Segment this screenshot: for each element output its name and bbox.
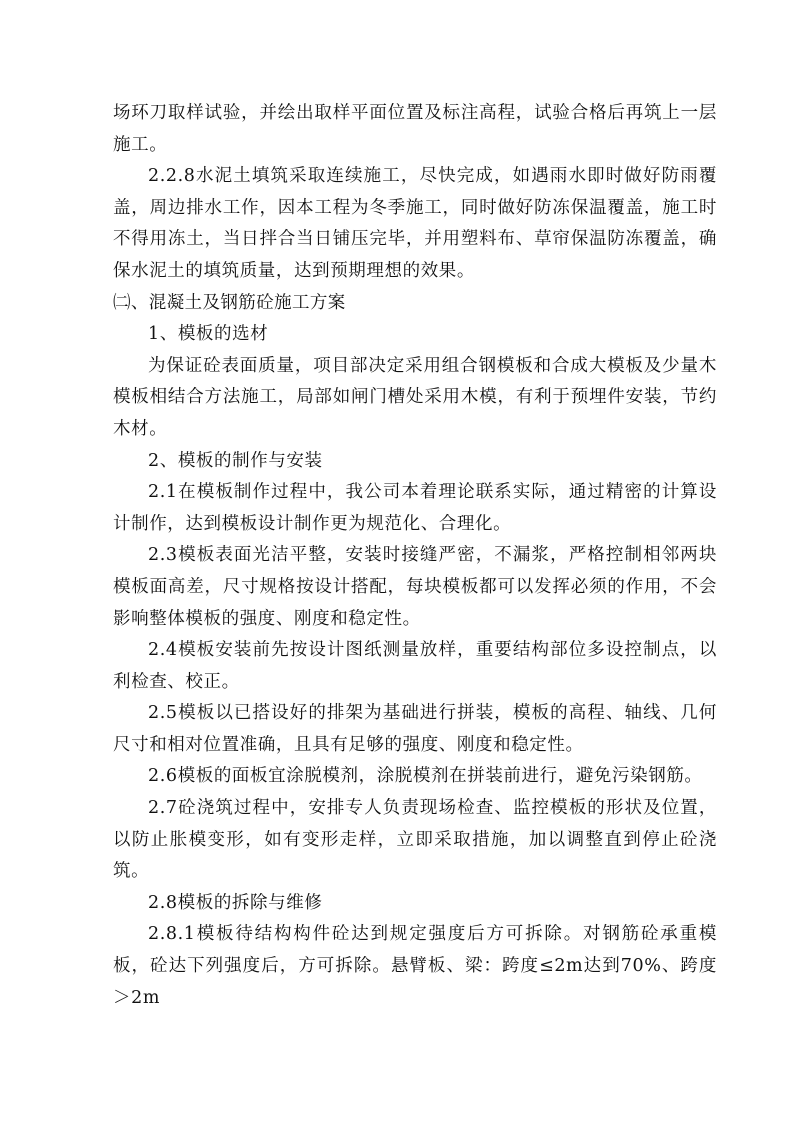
paragraph-2-7: 2.7砼浇筑过程中，安排专人负责现场检查、监控模板的形状及位置，以防止胀模变形，如有变形走样，立即采取措施，加以调整直到停止砼浇筑。 (113, 798, 717, 882)
paragraph-2-5: 2.5模板以已搭设好的排架为基础进行拼装，模板的高程、轴线、几何尺寸和相对位置准确，且具有足够的强度、刚度和稳定性。 (113, 703, 717, 755)
paragraph-formwork-selection: 为保证砼表面质量，项目部决定采用组合钢模板和合成大模板及少量木模板相结合方法施工，局部如闸门槽处采用木模，有利于预埋件安装，节约木材。 (113, 355, 717, 439)
paragraph-2-4: 2.4模板安装前先按设计图纸测量放样，重要结构部位多设控制点，以利检查、校正。 (113, 640, 717, 692)
paragraph-2-1: 2.1在模板制作过程中，我公司本着理论联系实际，通过精密的计算设计制作，达到模板设计制作更为规范化、合理化。 (113, 482, 717, 534)
paragraph-2-3: 2.3模板表面光洁平整，安装时接缝严密，不漏浆，严格控制相邻两块模板面高差，尺寸规格按设计搭配，每块模板都可以发挥必须的作用，不会影响整体模板的强度、刚度和稳定性。 (113, 545, 717, 629)
subheading-formwork-selection: 1、模板的选材 (148, 324, 269, 345)
section-heading-concrete: ㈡、混凝土及钢筋砼施工方案 (113, 292, 346, 313)
paragraph-2-2-8: 2.2.8水泥土填筑采取连续施工，尽快完成，如遇雨水即时做好防雨覆盖，周边排水工作，因本工程为冬季施工，同时做好防冻保温覆盖，施工时不得用冻土，当日拌合当日铺压完毕，并用塑料布、草帘保温防冻覆盖，确保水泥土的填筑质量，达到预期理想的效果。 (113, 166, 717, 281)
subheading-formwork-making: 2、模板的制作与安装 (148, 450, 323, 471)
subheading-2-8: 2.8模板的拆除与维修 (148, 892, 323, 913)
paragraph-2-8-1: 2.8.1模板待结构构件砼达到规定强度后方可拆除。对钢筋砼承重模板，砼达下列强度后，方可拆除。悬臂板、梁：跨度≤2m达到70%、跨度＞2m (113, 924, 717, 1008)
document-body (113, 98, 717, 1014)
paragraph-sampling-test: 场环刀取样试验，并绘出取样平面位置及标注高程，试验合格后再筑上一层施工。 (113, 103, 717, 155)
paragraph-2-6: 2.6模板的面板宜涂脱模剂，涂脱模剂在拼装前进行，避免污染钢筋。 (148, 766, 703, 787)
